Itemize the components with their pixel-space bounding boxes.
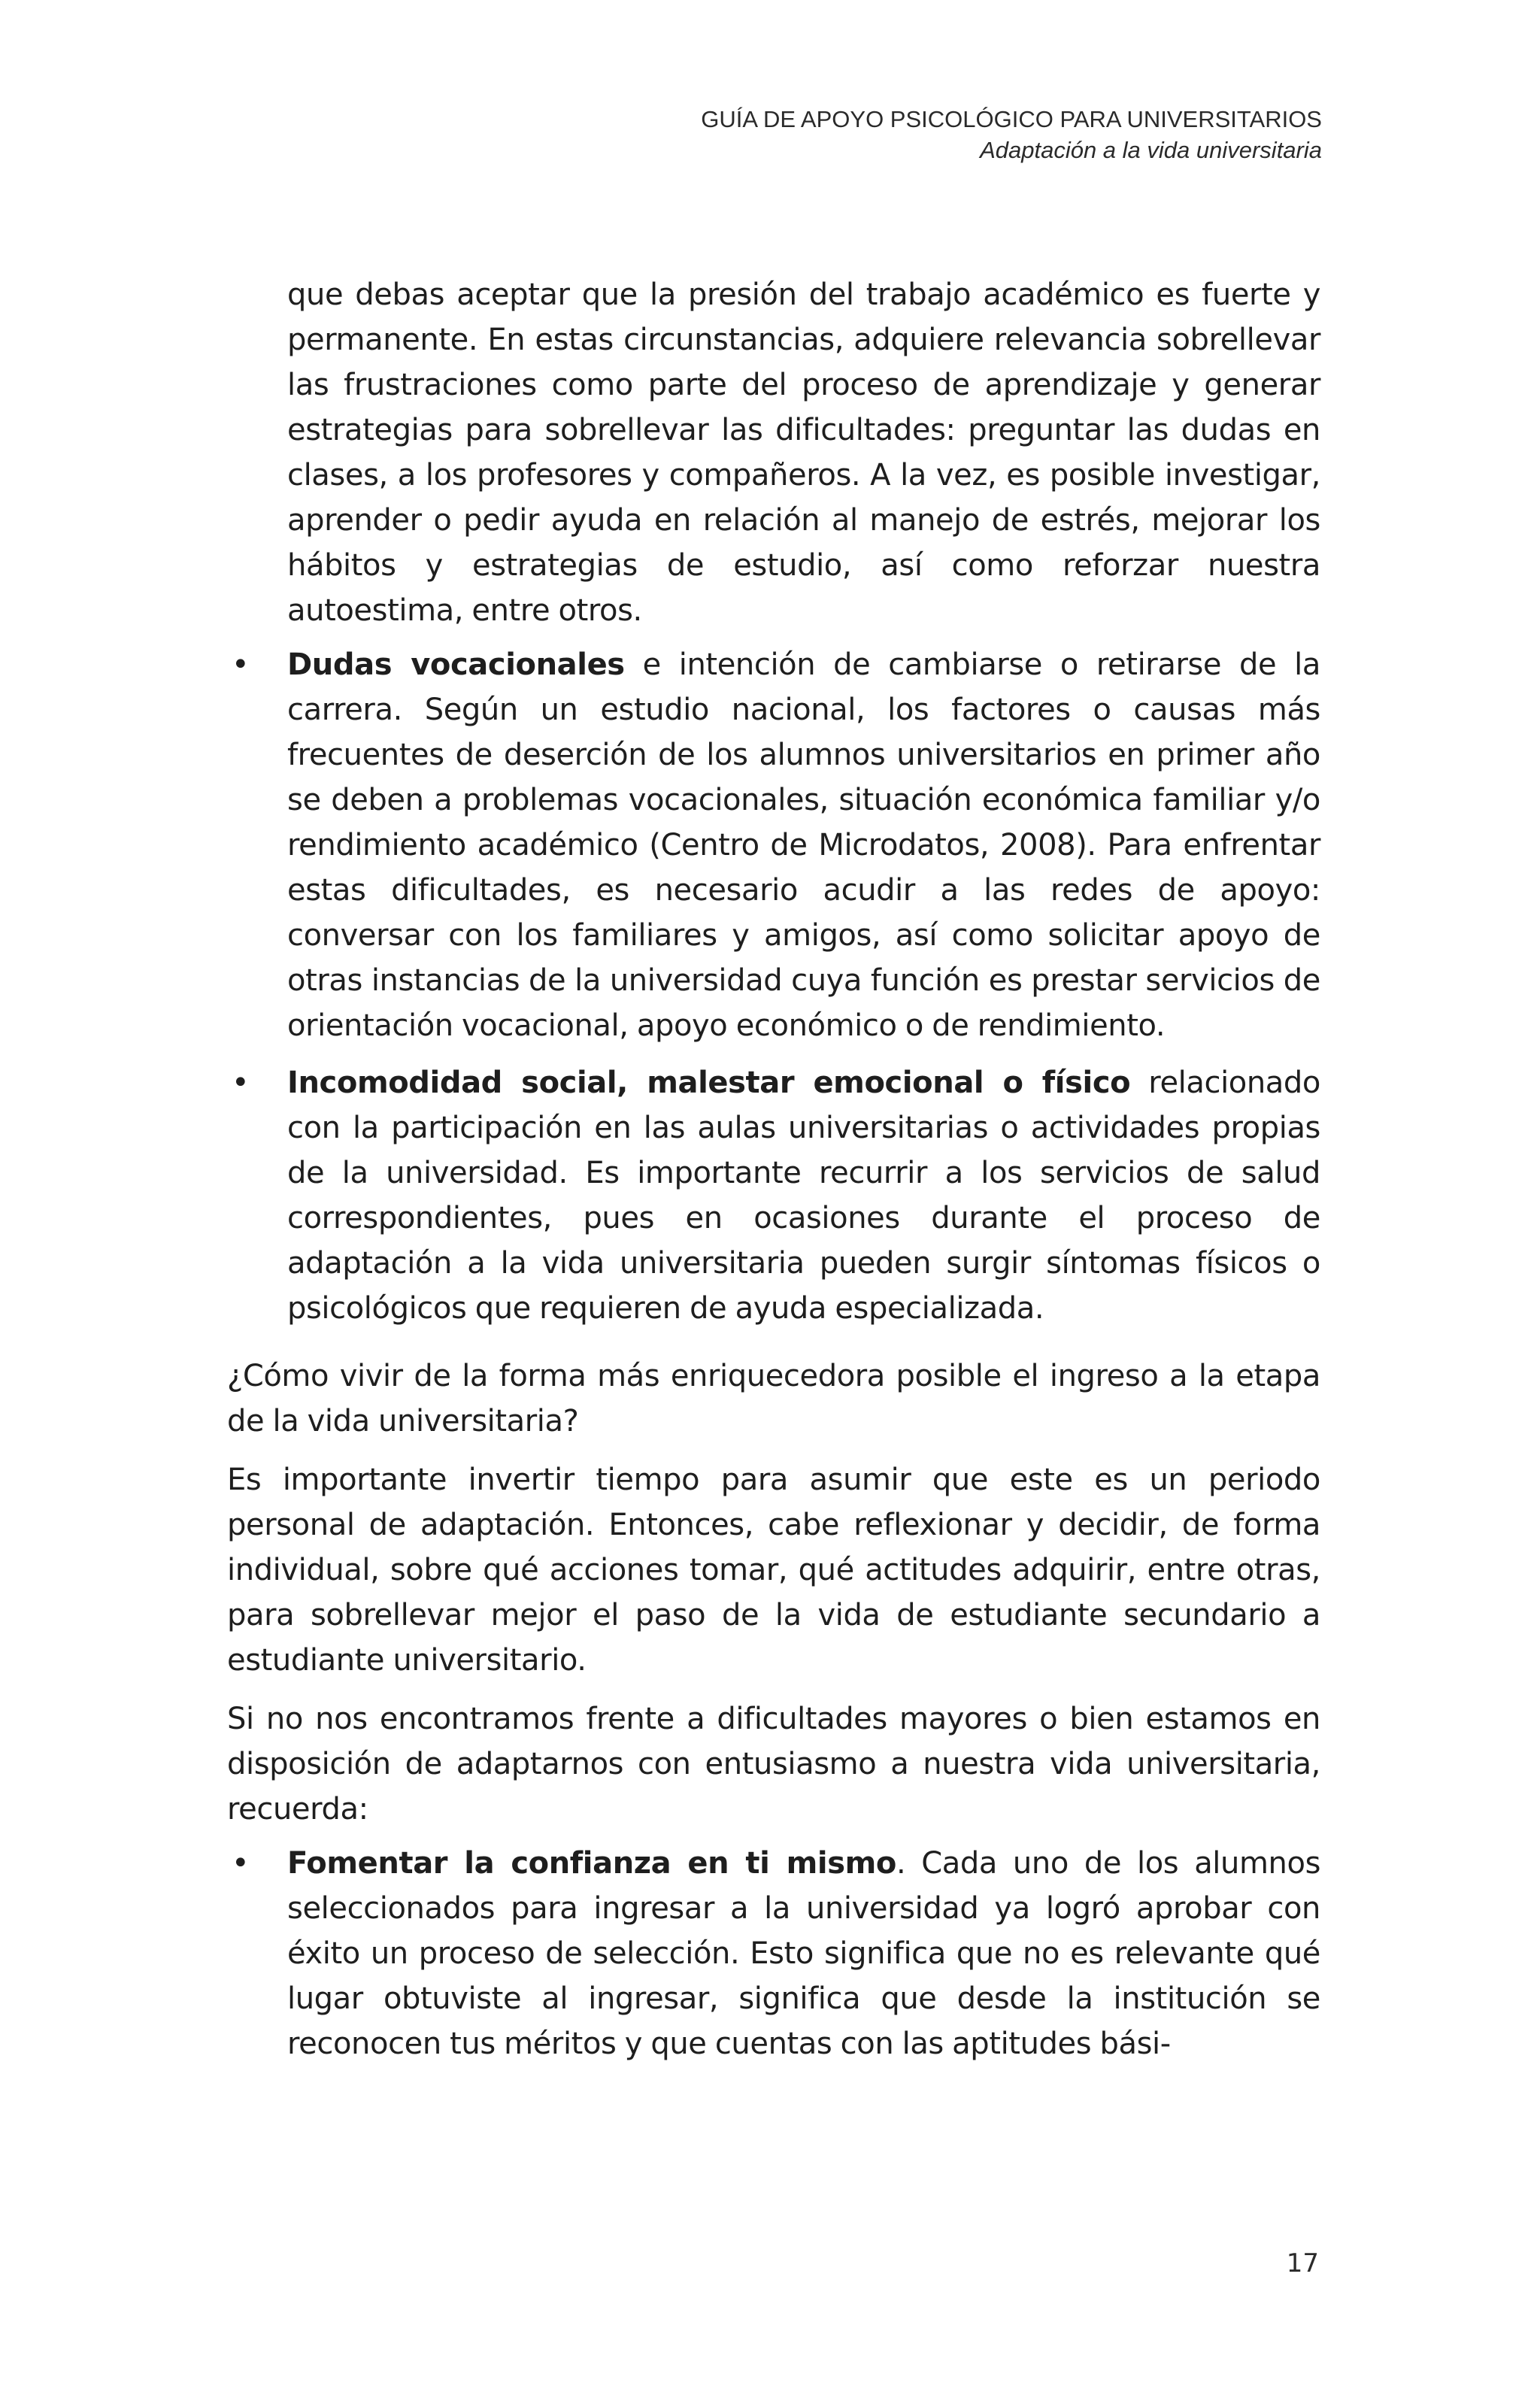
question-paragraph: ¿Cómo vivir de la forma más enriquecedora posible el ingreso a la etapa de la vida universitaria? <box>227 1359 1320 1439</box>
list-item-heading: Incomodidad social, malestar emocional o físico <box>287 1066 1131 1100</box>
list-item-text: . Cada uno de los alumnos seleccionados para ingresar a la universidad ya logró aprobar con éxito un proceso de selección. Esto significa que no es relevante qué lugar obtuviste al ingresar, significa que desde la institución se reconocen tus méritos y que cuentas con las aptitudes bási- <box>287 1846 1321 2061</box>
bullet-icon: • <box>232 1066 250 1100</box>
list-item-heading: Dudas vocacionales <box>287 647 625 682</box>
running-header <box>701 104 1322 165</box>
list-item-social-discomfort <box>227 1060 1320 1331</box>
list-item-self-confidence <box>227 1841 1320 2066</box>
header-subtitle: Adaptación a la vida universitaria <box>980 137 1322 163</box>
header-title: GUÍA DE APOYO PSICOLÓGICO PARA UNIVERSITARIOS <box>701 106 1322 132</box>
bullet-icon: • <box>232 647 250 682</box>
page-number: 17 <box>1286 2248 1319 2278</box>
list-item-text: e intención de cambiarse o retirarse de la carrera. Según un estudio nacional, los factores o causas más frecuentes de deserción de los alumnos universitarios en primer año se deben a problemas vocacionales, situación económica familiar y/o rendimiento académico (Centro de Microdatos, 2008). Para enfrentar estas dificultades, es necesario acudir a las redes de apoyo: conversar con los familiares y amigos, así como solicitar apoyo de otras instancias de la universidad cuya función es prestar servicios de orientación vocacional, apoyo económico o de rendimiento. <box>287 647 1320 1043</box>
bullet-icon: • <box>232 1846 250 1881</box>
page-body <box>227 272 1320 2078</box>
list-item-text: relacionado con la participación en las aulas universitarias o actividades propias de la universidad. Es importante recurrir a los servicios de salud correspondientes, pues en ocasiones durante el proceso de adaptación a la vida universitaria pueden surgir síntomas físicos o psicológicos que requieren de ayuda especializada. <box>287 1066 1320 1326</box>
continuation-paragraph: que debas aceptar que la presión del trabajo académico es fuerte y permanente. En estas circunstancias, adquiere relevancia sobrellevar las frustraciones como parte del proceso de aprendizaje y generar estrategias para sobrellevar las dificultades: preguntar las dudas en clases, a los profesores y compañeros. A la vez, es posible investigar, aprender o pedir ayuda en relación al manejo de estrés, mejorar los hábitos y estrategias de estudio, así como reforzar nuestra autoestima, entre otros. <box>287 277 1320 628</box>
reminder-paragraph: Si no nos encontramos frente a dificultades mayores o bien estamos en disposición de adaptarnos con entusiasmo a nuestra vida universitaria, recuerda: <box>227 1702 1320 1827</box>
adaptation-paragraph: Es importante invertir tiempo para asumir que este es un periodo personal de adaptación. Entonces, cabe reflexionar y decidir, de forma individual, sobre qué acciones tomar, qué actitudes adquirir, entre otras, para sobrellevar mejor el paso de la vida de estudiante secundario a estudiante universitario. <box>227 1463 1320 1678</box>
list-item-vocational-doubts <box>227 642 1320 1048</box>
list-item-heading: Fomentar la confianza en ti mismo <box>287 1846 896 1881</box>
